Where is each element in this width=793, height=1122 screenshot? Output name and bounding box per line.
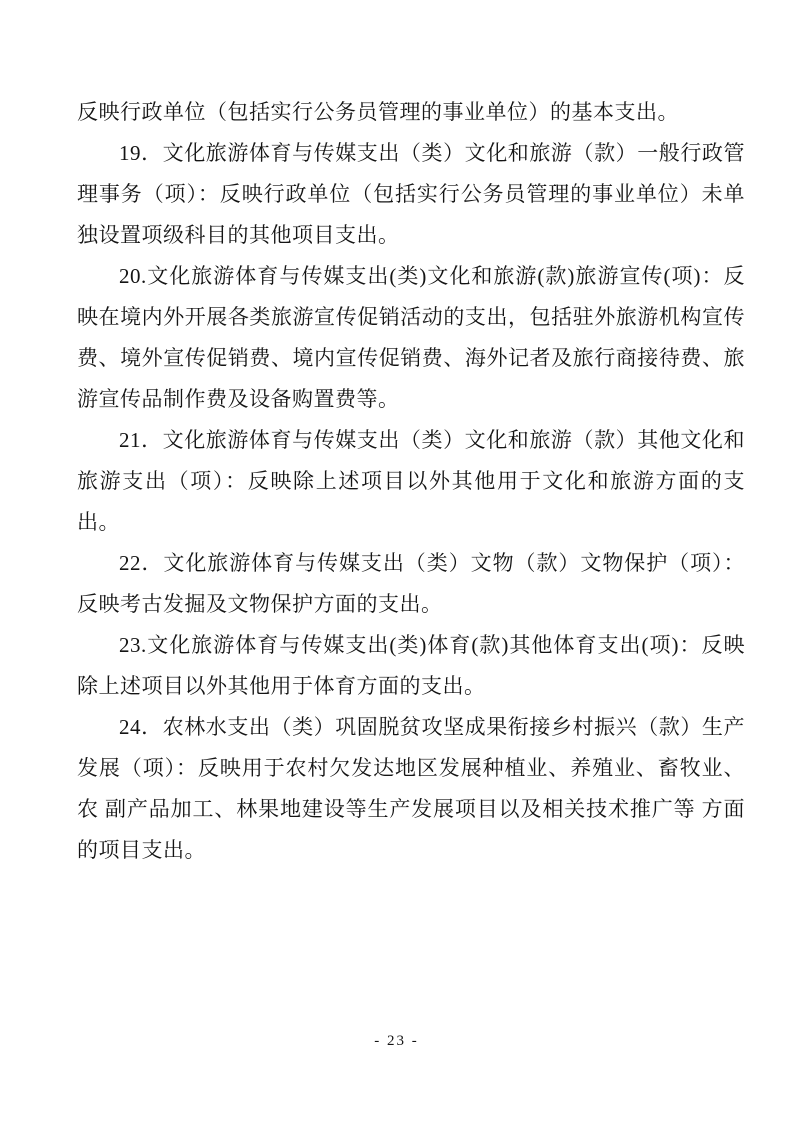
paragraph-item-19: 19．文化旅游体育与传媒支出（类）文化和旅游（款）一般行政管理事务（项）：反映行政单位（包括实行公务员管理的事业单位）未单独设置项级科目的其他项目支出。 <box>77 141 745 247</box>
paragraph-item-22: 22．文化旅游体育与传媒支出（类）文物（款）文物保护（项）：反映考古发掘及文物保护方面的支出。 <box>77 551 745 616</box>
page-number: - 23 - <box>374 1033 419 1049</box>
paragraph-item-24: 24．农林水支出（类）巩固脱贫攻坚成果衔接乡村振兴（款）生产发展（项）：反映用于农村欠发达地区发展种植业、养殖业、畜牧业、农 副产品加工、林果地建设等生产发展项目以及相关技术推广等 方面的项目支出。 <box>77 715 745 862</box>
paragraph-item-23: 23.文化旅游体育与传媒支出(类)体育(款)其他体育支出(项)：反映除上述项目以外其他用于体育方面的支出。 <box>77 633 745 698</box>
document-body <box>77 92 745 871</box>
paragraph-continuation: 反映行政单位（包括实行公务员管理的事业单位）的基本支出。 <box>77 100 679 124</box>
paragraph-item-20: 20.文化旅游体育与传媒支出(类)文化和旅游(款)旅游宣传(项)：反映在境内外开展各类旅游宣传促销活动的支出，包括驻外旅游机构宣传费、境外宣传促销费、境内宣传促销费、海外记者及旅行商接待费、旅游宣传品制作费及设备购置费等。 <box>77 264 745 411</box>
paragraph-item-21: 21．文化旅游体育与传媒支出（类）文化和旅游（款）其他文化和旅游支出（项）：反映除上述项目以外其他用于文化和旅游方面的支出。 <box>77 428 745 534</box>
